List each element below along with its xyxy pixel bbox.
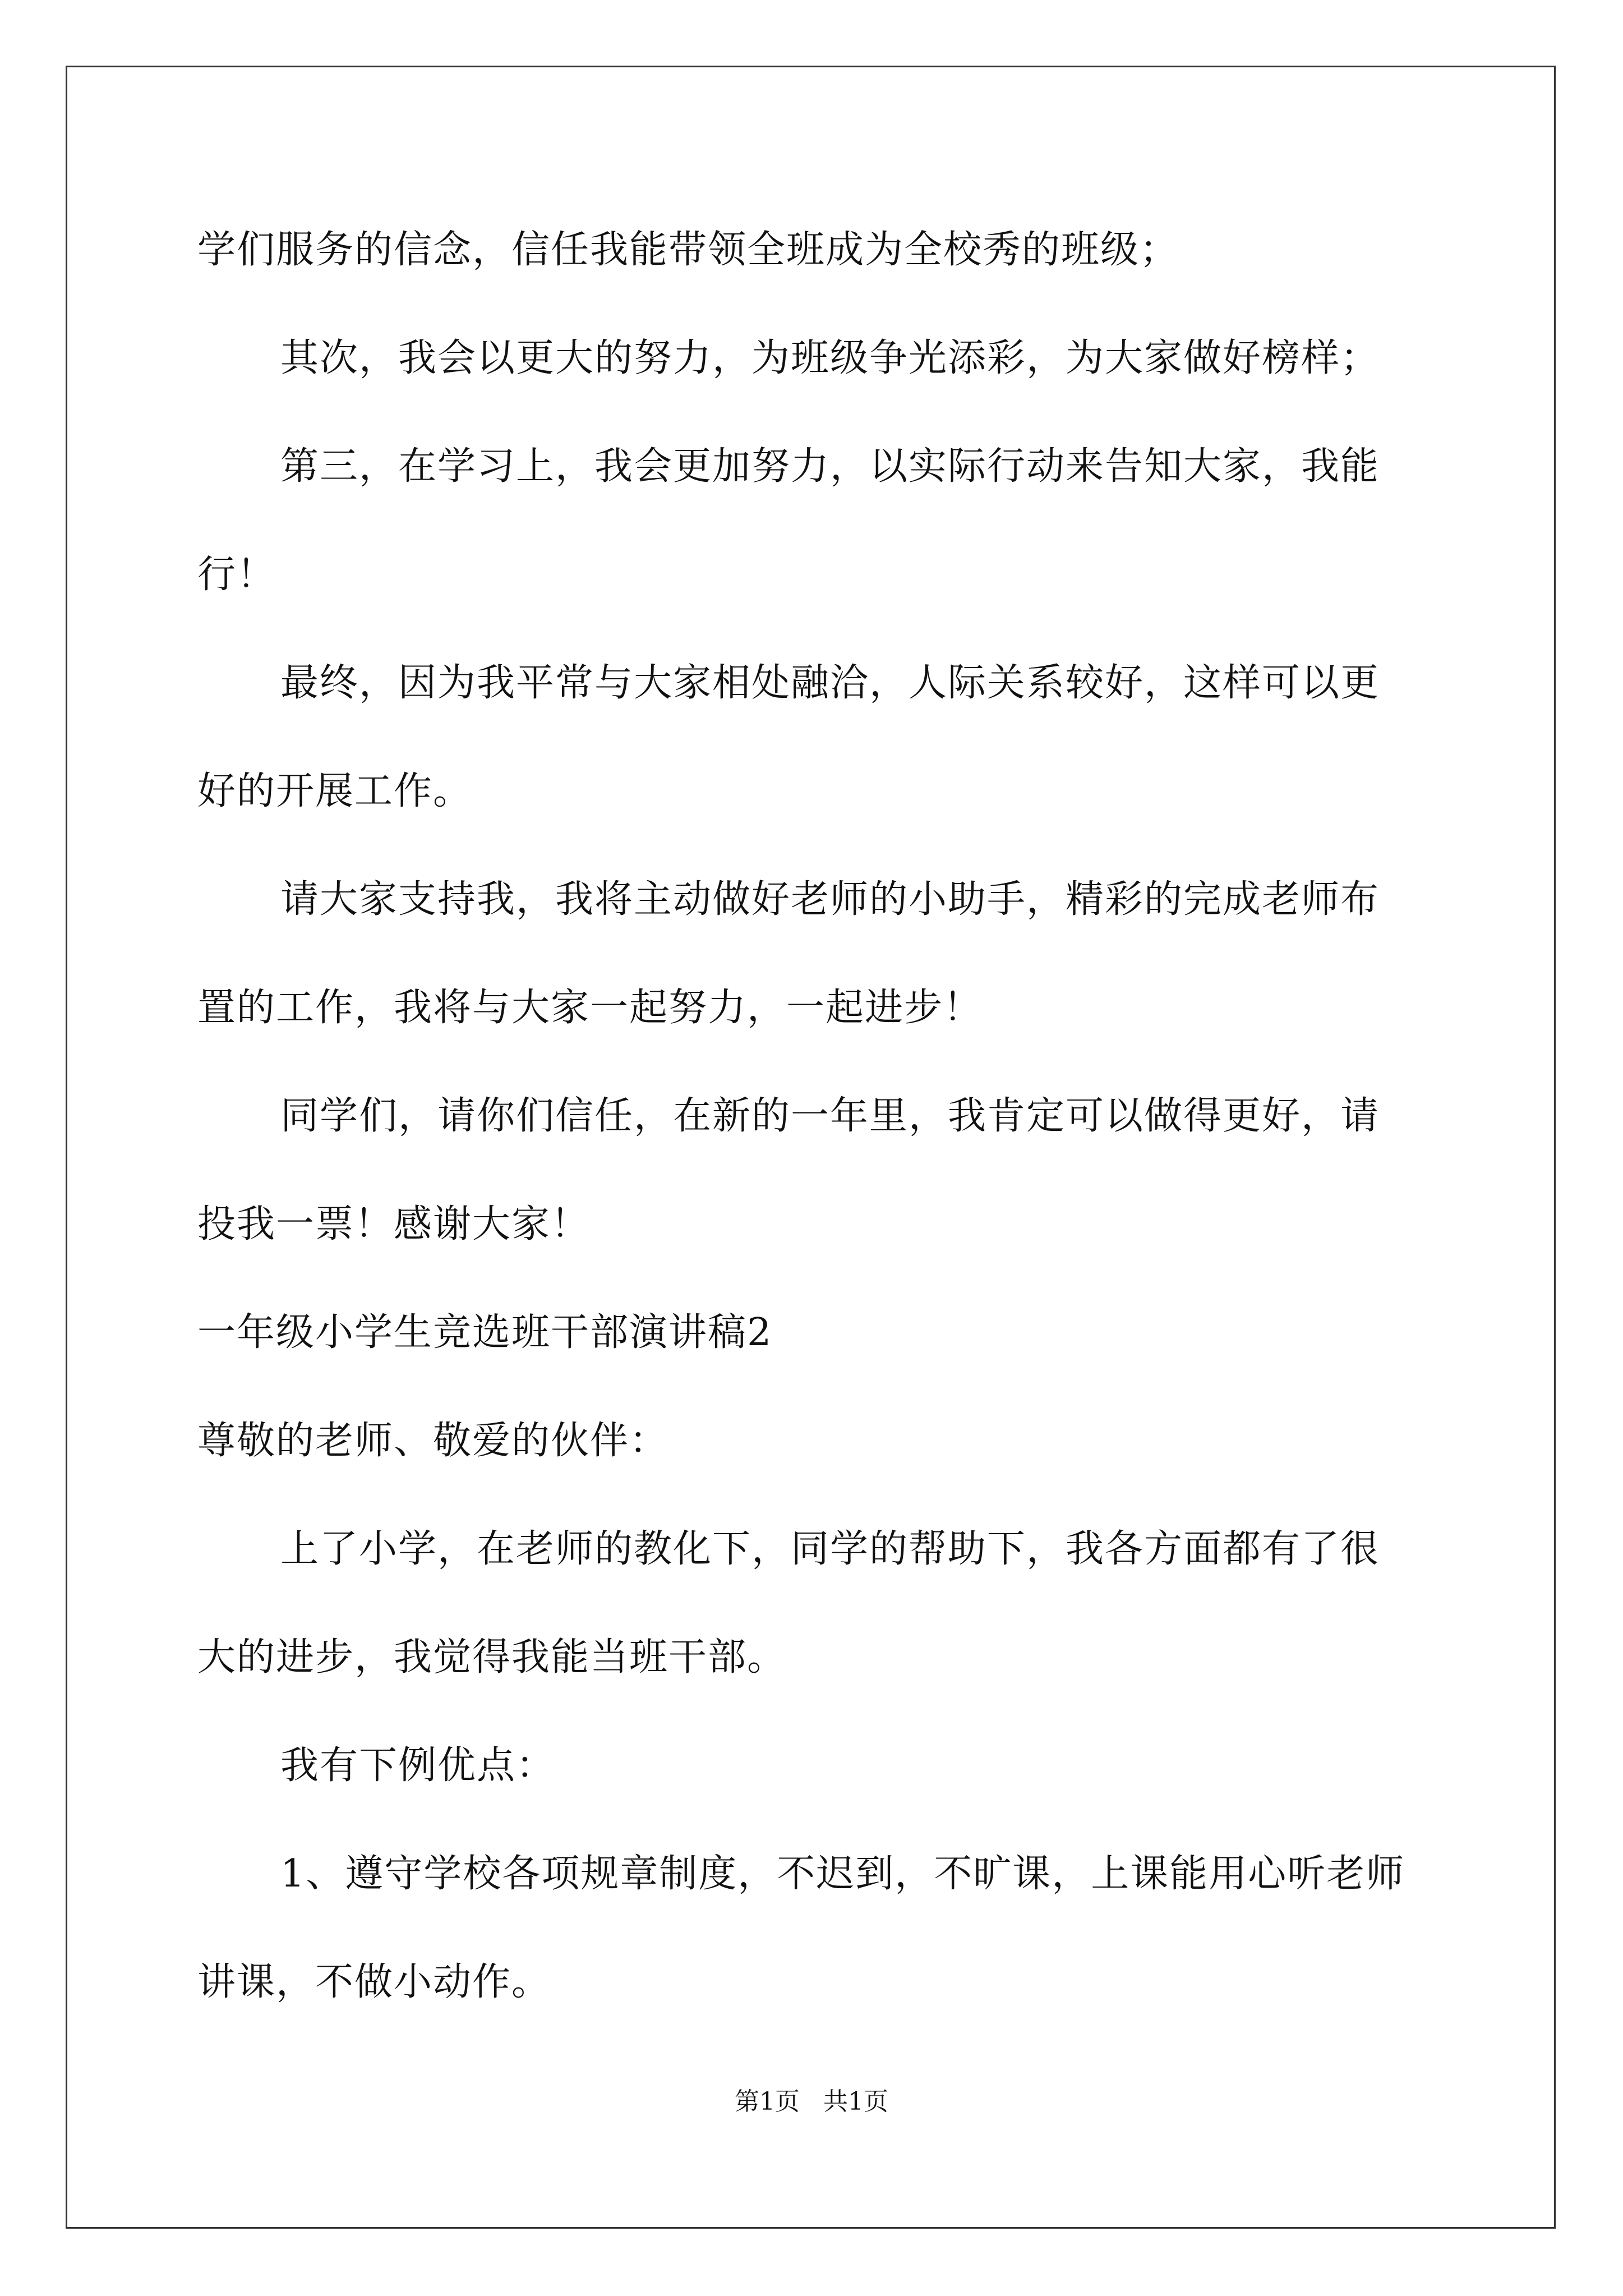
- paragraph-line: 行！: [197, 553, 276, 597]
- salutation: 尊敬的老师、敬爱的伙伴：: [197, 1419, 669, 1463]
- paragraph-line: 同学们，请你们信任，在新的一年里，我肯定可以做得更好，请: [280, 1094, 1380, 1138]
- paragraph-line: 学们服务的信念，信任我能带领全班成为全校秀的班级；: [197, 228, 1179, 272]
- paragraph-line: 1、遵守学校各项规章制度，不迟到，不旷课，上课能用心听老师: [280, 1852, 1405, 1896]
- paragraph-line: 好的开展工作。: [197, 769, 473, 813]
- page-number-footer: 第1页 共1页: [735, 2087, 888, 2116]
- paragraph-line: 我有下例优点：: [280, 1743, 556, 1788]
- paragraph-line: 讲课，不做小动作。: [197, 1960, 551, 2004]
- paragraph-line: 请大家支持我，我将主动做好老师的小助手，精彩的完成老师布: [280, 877, 1380, 922]
- paragraph-line: 投我一票！感谢大家！: [197, 1202, 591, 1246]
- paragraph-line: 置的工作，我将与大家一起努力，一起进步！: [197, 986, 983, 1030]
- paragraph-line: 最终，因为我平常与大家相处融洽，人际关系较好，这样可以更: [280, 661, 1380, 705]
- paragraph-line: 其次，我会以更大的努力，为班级争光添彩，为大家做好榜样；: [280, 336, 1380, 380]
- paragraph-line: 大的进步，我觉得我能当班干部。: [197, 1635, 787, 1680]
- section-title: 一年级小学生竞选班干部演讲稿2: [197, 1310, 773, 1355]
- page-frame: [66, 66, 1556, 2229]
- paragraph-line: 上了小学，在老师的教化下，同学的帮助下，我各方面都有了很: [280, 1527, 1380, 1571]
- paragraph-line: 第三，在学习上，我会更加努力，以实际行动来告知大家，我能: [280, 444, 1380, 489]
